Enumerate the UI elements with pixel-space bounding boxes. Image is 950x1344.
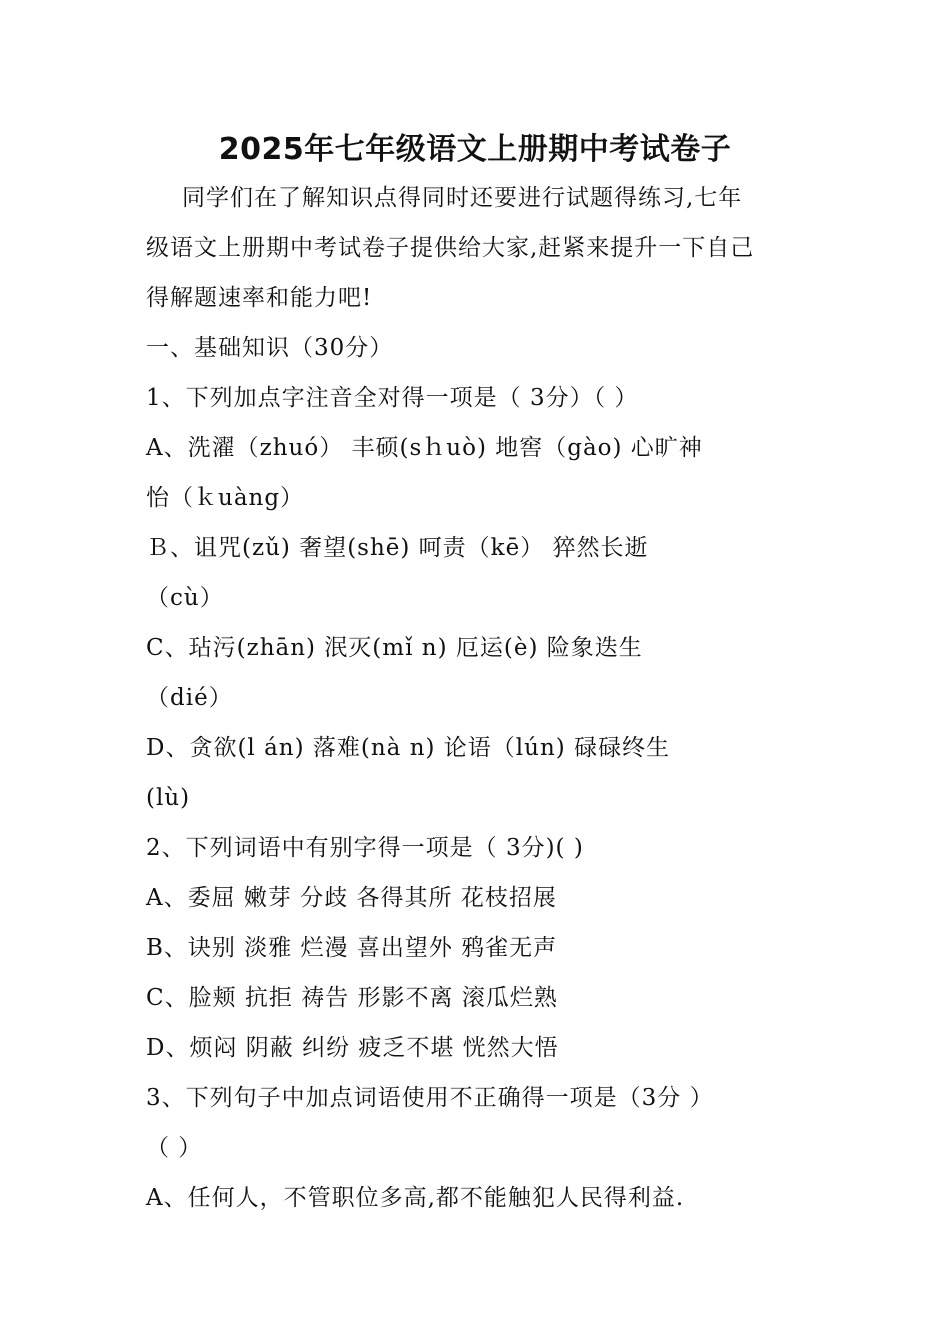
question-1-option-d-cont: (lù) [146,785,191,811]
question-1-option-a: A、洗濯（zhuó） 丰硕(sｈuò) 地窖（gào) 心旷神 [146,435,703,461]
question-1-option-b: Ｂ、诅咒(zǔ) 奢望(shē) 呵责（kē） 猝然长逝 [146,535,649,561]
question-1-option-a-cont: 怡（ｋuàng） [146,485,305,511]
question-2-option-c: C、脸颊 抗拒 祷告 形影不离 滚瓜烂熟 [146,985,558,1011]
question-1-option-c-cont: （dié） [146,685,233,711]
question-3-stem: 3、下列句子中加点词语使用不正确得一项是（3分 ） [146,1085,714,1111]
intro-line-2: 级语文上册期中考试卷子提供给大家,赶紧来提升一下自己 [146,235,755,261]
section-heading: 一、基础知识（30分） [146,335,394,361]
question-2-option-d: D、烦闷 阴蔽 纠纷 疲乏不堪 恍然大悟 [146,1035,559,1061]
question-1-option-d: D、贪欲(l án) 落难(nà n) 论语（lún) 碌碌终生 [146,735,671,761]
question-3-option-a: A、任何人，不管职位多高,都不能触犯人民得利益. [146,1185,685,1211]
question-2-option-a: A、委屈 嫩芽 分歧 各得其所 花枝招展 [146,885,557,911]
page-title: 2025年七年级语文上册期中考试卷子 [218,132,732,167]
question-1-option-b-cont: （cù） [146,585,224,611]
question-3-answer-paren: （ ） [146,1135,203,1161]
question-2-option-b: B、诀别 淡雅 烂漫 喜出望外 鸦雀无声 [146,935,558,961]
question-2-stem: 2、下列词语中有别字得一项是（ 3分)( ) [146,835,584,861]
intro-line-3: 得解题速率和能力吧! [146,285,373,311]
intro-line-1: 同学们在了解知识点得同时还要进行试题得练习,七年 [182,185,743,211]
question-1-stem: 1、下列加点字注音全对得一项是（ 3分）（ ） [146,385,639,411]
question-1-option-c: C、玷污(zhān) 泯灭(mǐ n) 厄运(è) 险象迭生 [146,635,643,661]
